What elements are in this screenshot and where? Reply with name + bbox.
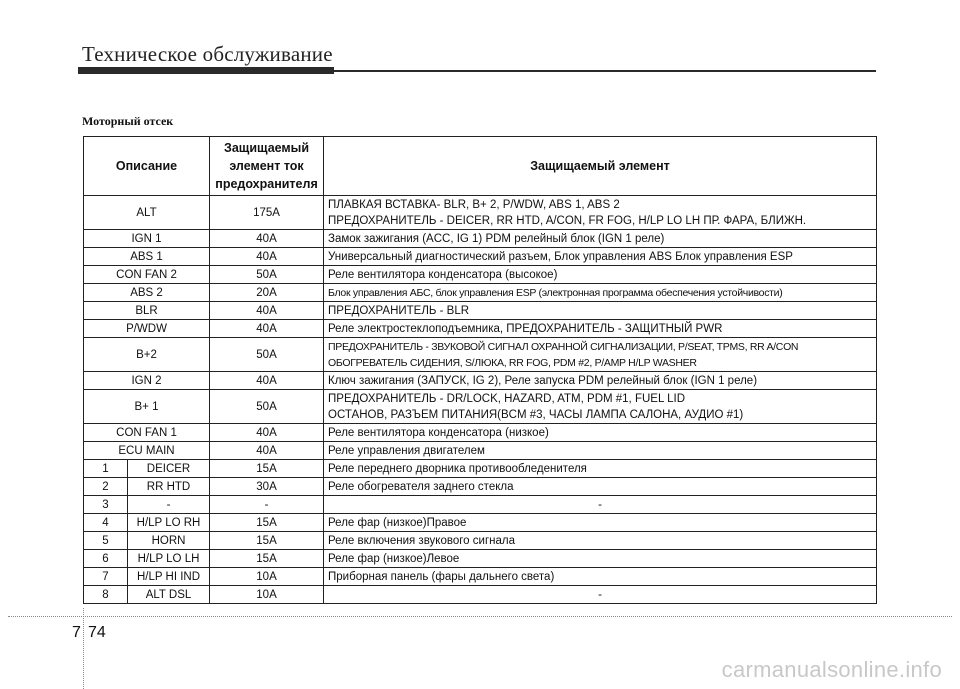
col-header-element: Защищаемый элемент xyxy=(324,137,877,196)
element-line: Замок зажигания (ACC, IG 1) PDM релейный блок (IGN 1 реле) xyxy=(328,232,665,245)
cell-current: 15A xyxy=(210,550,324,568)
table-row xyxy=(84,532,877,550)
cell-protected-element xyxy=(324,372,877,390)
cell-current: 10A xyxy=(210,568,324,586)
table-row xyxy=(84,284,877,302)
element-line: Реле переднего дворника противообледенителя xyxy=(328,462,587,475)
cell-protected-element xyxy=(324,442,877,460)
cell-description: B+2 xyxy=(84,338,210,372)
chapter-number: 7 xyxy=(72,624,81,641)
cell-current: - xyxy=(210,496,324,514)
cell-protected-element xyxy=(324,496,877,514)
cell-number: 2 xyxy=(84,478,128,496)
table-row xyxy=(84,338,877,372)
cell-protected-element xyxy=(324,248,877,266)
cell-protected-element xyxy=(324,514,877,532)
cell-description: CON FAN 1 xyxy=(84,424,210,442)
cell-number: 3 xyxy=(84,496,128,514)
cell-protected-element xyxy=(324,424,877,442)
cell-description: CON FAN 2 xyxy=(84,266,210,284)
table-row xyxy=(84,460,877,478)
cell-description: BLR xyxy=(84,302,210,320)
cell-description: H/LP HI IND xyxy=(128,568,210,586)
cell-current: 15A xyxy=(210,460,324,478)
cell-current: 175A xyxy=(210,196,324,230)
element-line: Реле фар (низкое)Левое xyxy=(328,552,460,565)
cell-current: 50A xyxy=(210,338,324,372)
cell-description: RR HTD xyxy=(128,478,210,496)
cell-current: 40A xyxy=(210,320,324,338)
element-line: Реле управления двигателем xyxy=(328,444,485,457)
table-row xyxy=(84,568,877,586)
element-line: Реле обогревателя заднего стекла xyxy=(328,480,514,493)
cell-current: 10A xyxy=(210,586,324,604)
cell-description: HORN xyxy=(128,532,210,550)
cell-current: 50A xyxy=(210,390,324,424)
table-row xyxy=(84,586,877,604)
table-row xyxy=(84,442,877,460)
element-line: ПЛАВКАЯ ВСТАВКА- BLR, B+ 2, P/WDW, ABS 1, ABS 2 xyxy=(328,198,620,211)
table-row xyxy=(84,302,877,320)
page-number: 74 xyxy=(88,624,106,641)
cell-number: 5 xyxy=(84,532,128,550)
element-line: - xyxy=(598,498,602,511)
col-header-description: Описание xyxy=(84,137,210,196)
cell-description: DEICER xyxy=(128,460,210,478)
cell-protected-element xyxy=(324,550,877,568)
cell-description: IGN 2 xyxy=(84,372,210,390)
col-header-current: Защищаемый элемент ток предохранителя xyxy=(210,137,324,196)
cell-current: 30A xyxy=(210,478,324,496)
element-line: Блок управления АБС, блок управления ESP (электронная программа обеспечения устойчивости) xyxy=(328,286,783,299)
cell-protected-element xyxy=(324,320,877,338)
element-line: Реле фар (низкое)Правое xyxy=(328,516,467,529)
element-line: ОСТАНОВ, РАЗЪЕМ ПИТАНИЯ(BCM #3, ЧАСЫ ЛАМПА САЛОНА, АУДИО #1) xyxy=(328,408,744,421)
cell-current: 40A xyxy=(210,230,324,248)
cell-number: 1 xyxy=(84,460,128,478)
cell-protected-element xyxy=(324,302,877,320)
table-row xyxy=(84,478,877,496)
table-body xyxy=(84,196,877,604)
element-line: - xyxy=(598,588,602,601)
element-line: ПРЕДОХРАНИТЕЛЬ - DR/LOCK, HAZARD, ATM, PDM #1, FUEL LID xyxy=(328,392,686,405)
cell-protected-element xyxy=(324,460,877,478)
header-bar xyxy=(78,67,334,74)
element-line: Реле включения звукового сигнала xyxy=(328,534,515,547)
cell-protected-element xyxy=(324,586,877,604)
cell-current: 40A xyxy=(210,442,324,460)
table-row xyxy=(84,424,877,442)
cell-description: ECU MAIN xyxy=(84,442,210,460)
cell-description: ALT xyxy=(84,196,210,230)
table-row xyxy=(84,514,877,532)
element-line: ОБОГРЕВАТЕЛЬ СИДЕНИЯ, S/ЛЮКА, RR FOG, PDM #2, P/AMP H/LP WASHER xyxy=(328,356,697,369)
cell-protected-element xyxy=(324,568,877,586)
table-row xyxy=(84,266,877,284)
cell-description: B+ 1 xyxy=(84,390,210,424)
element-line: Реле электростеклоподъемника, ПРЕДОХРАНИТЕЛЬ - ЗАЩИТНЫЙ PWR xyxy=(328,322,723,335)
element-line: ПРЕДОХРАНИТЕЛЬ - BLR xyxy=(328,304,470,317)
cell-protected-element xyxy=(324,390,877,424)
cell-current: 15A xyxy=(210,514,324,532)
cell-protected-element xyxy=(324,478,877,496)
table-row xyxy=(84,390,877,424)
element-line: Реле вентилятора конденсатора (высокое) xyxy=(328,268,558,281)
table-row xyxy=(84,196,877,230)
table-header-row xyxy=(84,137,877,196)
cell-protected-element xyxy=(324,196,877,230)
element-line: Реле вентилятора конденсатора (низкое) xyxy=(328,426,549,439)
cell-description: H/LP LO LH xyxy=(128,550,210,568)
cell-current: 40A xyxy=(210,302,324,320)
element-line: ПРЕДОХРАНИТЕЛЬ - ЗВУКОВОЙ СИГНАЛ ОХРАННОЙ СИГНАЛИЗАЦИИ, P/SEAT, TPMS, RR A/CON xyxy=(328,340,799,353)
cell-protected-element xyxy=(324,532,877,550)
cell-number: 6 xyxy=(84,550,128,568)
footer-dotted-divider xyxy=(83,608,84,689)
cell-protected-element xyxy=(324,266,877,284)
cell-description: IGN 1 xyxy=(84,230,210,248)
element-line: Ключ зажигания (ЗАПУСК, IG 2), Реле запуска PDM релейный блок (IGN 1 реле) xyxy=(328,374,758,387)
element-line: ПРЕДОХРАНИТЕЛЬ - DEICER, RR HTD, A/CON, FR FOG, H/LP LO LH ПР. ФАРА, БЛИЖН. xyxy=(328,214,807,227)
watermark: carmanualsonline.info xyxy=(721,657,942,682)
section-title: Моторный отсек xyxy=(82,114,174,128)
footer-dotted-rule xyxy=(8,616,952,617)
cell-protected-element xyxy=(324,230,877,248)
cell-current: 40A xyxy=(210,248,324,266)
cell-current: 40A xyxy=(210,372,324,390)
cell-description: P/WDW xyxy=(84,320,210,338)
page-header-title: Техническое обслуживание xyxy=(82,42,333,66)
table-row xyxy=(84,320,877,338)
cell-description: H/LP LO RH xyxy=(128,514,210,532)
cell-current: 40A xyxy=(210,424,324,442)
table-row xyxy=(84,496,877,514)
cell-current: 20A xyxy=(210,284,324,302)
table-row xyxy=(84,248,877,266)
cell-description: - xyxy=(128,496,210,514)
cell-current: 15A xyxy=(210,532,324,550)
fuse-table xyxy=(83,136,877,604)
cell-number: 4 xyxy=(84,514,128,532)
cell-description: ALT DSL xyxy=(128,586,210,604)
cell-protected-element xyxy=(324,284,877,302)
cell-description: ABS 2 xyxy=(84,284,210,302)
element-line: Универсальный диагностический разъем, Блок управления ABS Блок управления ESP xyxy=(328,250,793,263)
element-line: Приборная панель (фары дальнего света) xyxy=(328,570,555,583)
cell-protected-element xyxy=(324,338,877,372)
table-row xyxy=(84,550,877,568)
cell-current: 50A xyxy=(210,266,324,284)
table-row xyxy=(84,372,877,390)
cell-description: ABS 1 xyxy=(84,248,210,266)
table-row xyxy=(84,230,877,248)
cell-number: 8 xyxy=(84,586,128,604)
header-rule xyxy=(334,70,876,72)
cell-number: 7 xyxy=(84,568,128,586)
